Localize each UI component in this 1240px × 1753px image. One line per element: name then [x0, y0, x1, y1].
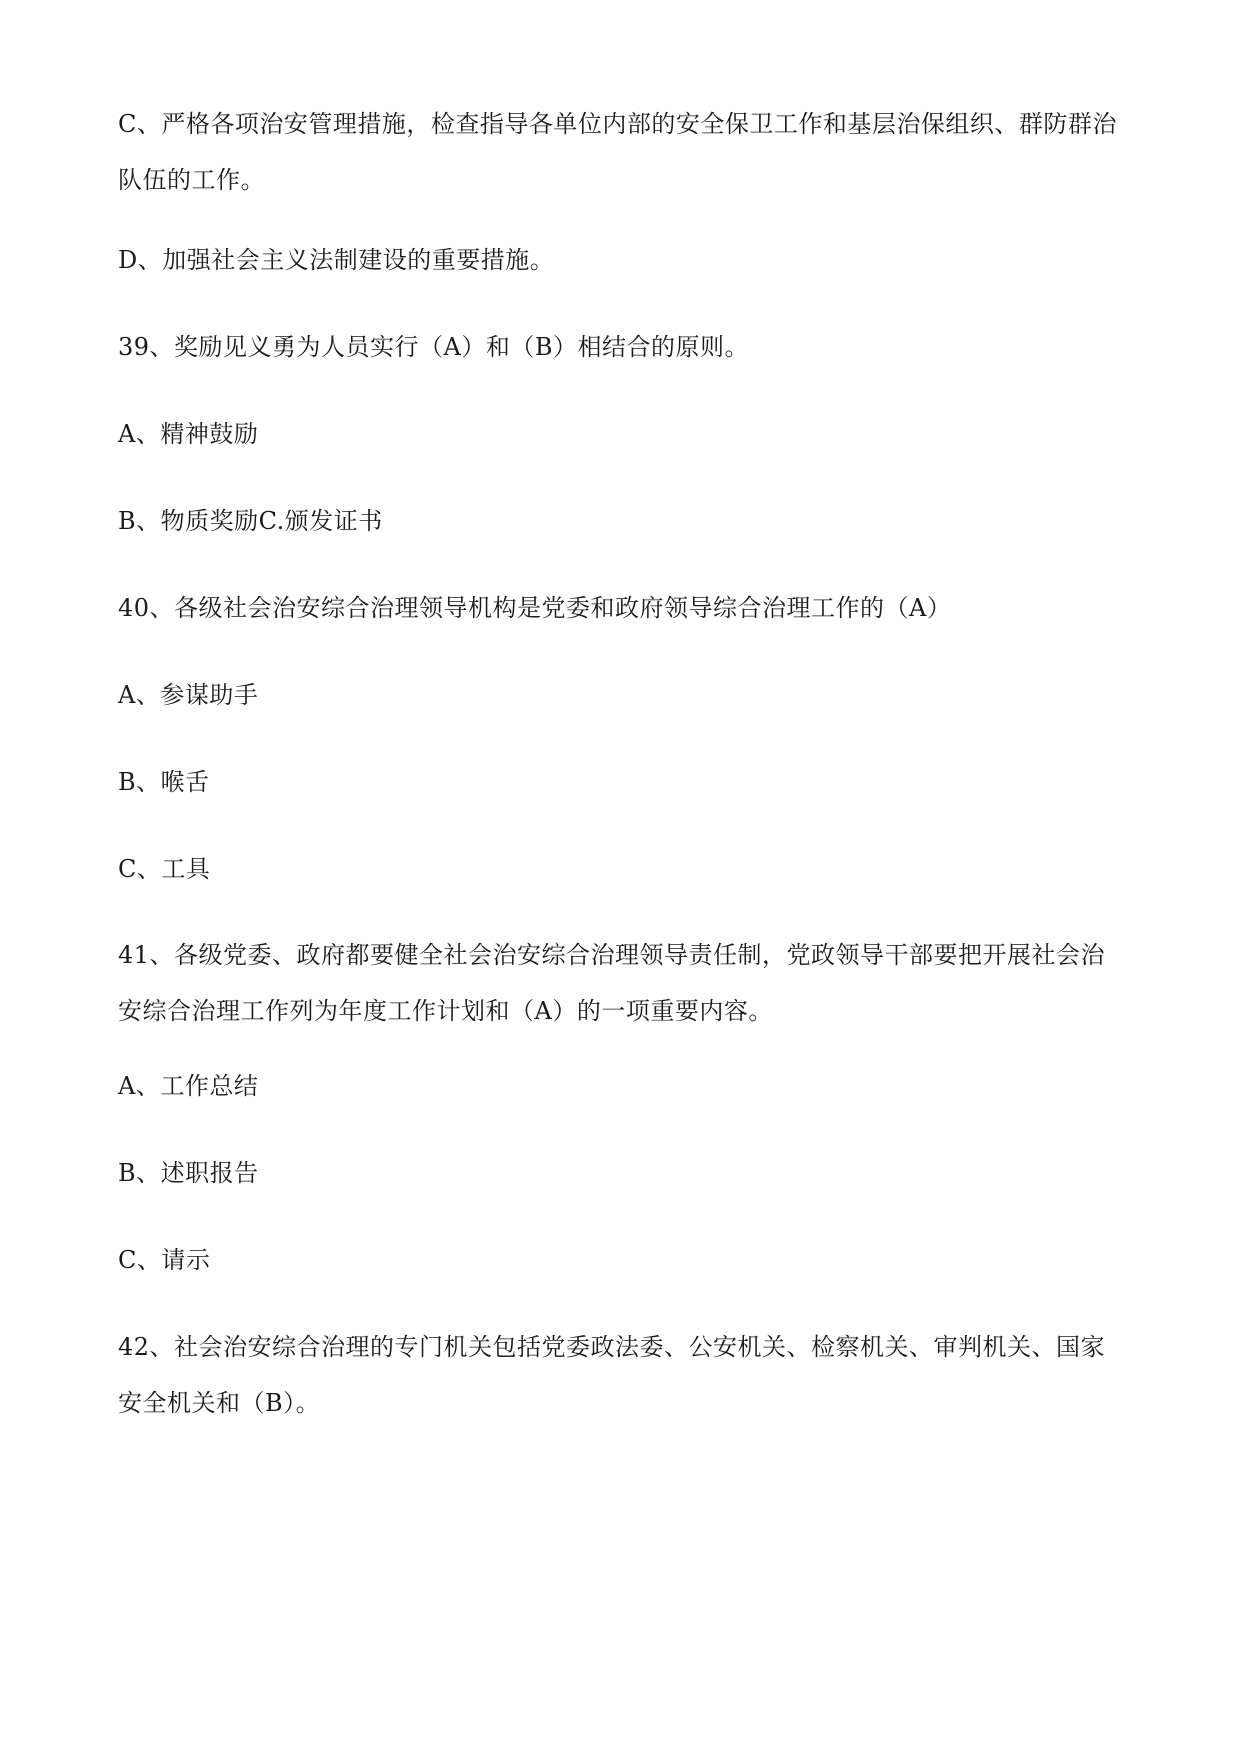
question-40-option-a: A、参谋助手: [118, 681, 259, 709]
question-41-option-a: A、工作总结: [118, 1072, 259, 1100]
question-41-option-b: B、述职报告: [118, 1159, 259, 1187]
question-40: 40、各级社会治安综合治理领导机构是党委和政府领导综合治理工作的（A）: [118, 594, 952, 622]
text-line: 41、各级党委、政府都要健全社会治安综合治理领导责任制，党政领导干部要把开展社会治: [118, 941, 1106, 969]
question-41-option-c: C、请示: [118, 1246, 211, 1274]
option-c-previous-question: [118, 96, 1128, 208]
text-line: C、严格各项治安管理措施，检查指导各单位内部的安全保卫工作和基层治保组织、群防群治: [118, 110, 1117, 138]
question-40-option-b: B、喉舌: [118, 768, 210, 796]
text-line: 安全机关和（B）。: [118, 1389, 321, 1417]
question-39-option-a: A、精神鼓励: [118, 420, 259, 448]
text-line: 安综合治理工作列为年度工作计划和（A）的一项重要内容。: [118, 997, 773, 1025]
question-39: 39、奖励见义勇为人员实行（A）和（B）相结合的原则。: [118, 333, 750, 361]
question-40-option-c: C、工具: [118, 855, 211, 883]
text-line: 队伍的工作。: [118, 166, 265, 194]
question-42: [118, 1319, 1128, 1431]
question-41: [118, 927, 1128, 1039]
option-d-previous-question: D、加强社会主义法制建设的重要措施。: [118, 246, 555, 274]
text-line: 42、社会治安综合治理的专门机关包括党委政法委、公安机关、检察机关、审判机关、国家: [118, 1333, 1106, 1361]
question-39-option-b: B、物质奖励C.颁发证书: [118, 507, 383, 535]
